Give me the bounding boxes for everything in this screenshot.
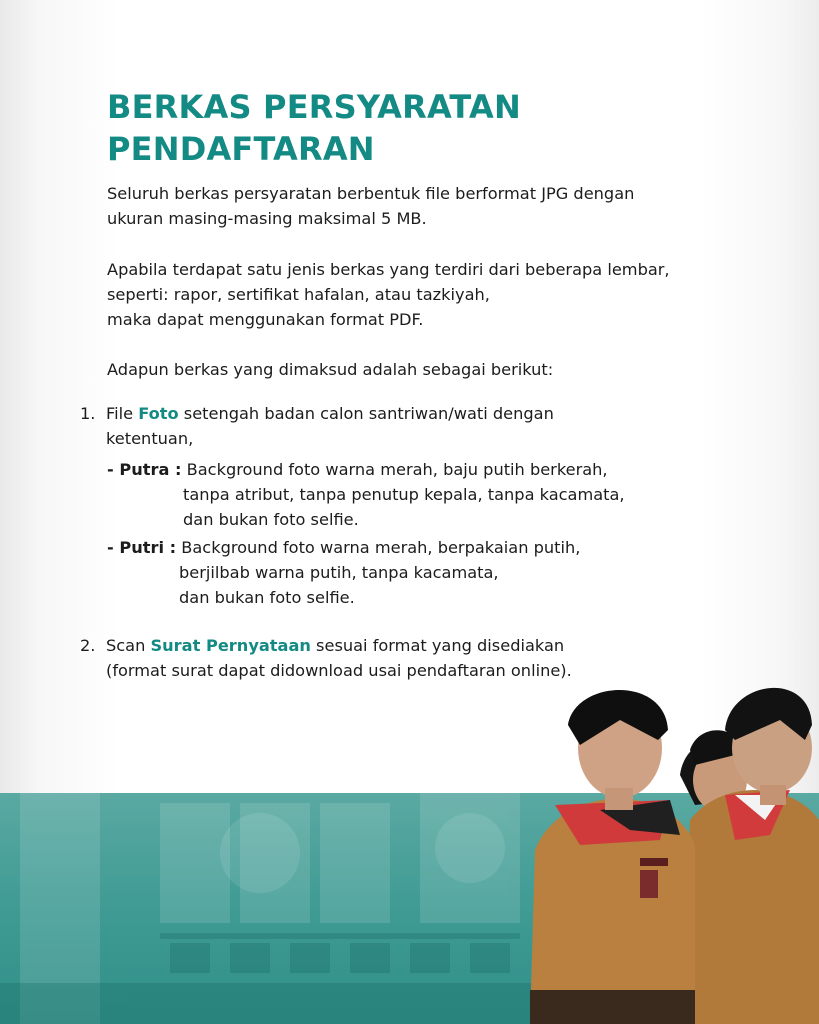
item-1-line-2: ketentuan, (106, 429, 194, 448)
intro-p1-line-2: ukuran masing-masing maksimal 5 MB. (107, 209, 427, 228)
intro-p2-line-1: Apabila terdapat satu jenis berkas yang terdiri dari beberapa lembar, (107, 260, 670, 279)
putri-line-3: dan bukan foto selfie. (179, 588, 355, 607)
intro-p1-line-1: Seluruh berkas persyaratan berbentuk file berformat JPG dengan (107, 184, 635, 203)
item-2-pre: Scan (106, 636, 151, 655)
title-line-1: BERKAS PERSYARATAN (107, 88, 521, 126)
list-number-2: 2. (80, 636, 96, 655)
putri-line-2: berjilbab warna putih, tanpa kacamata, (179, 563, 499, 582)
putri-line-1: Background foto warna merah, berpakaian putih, (176, 538, 581, 557)
item-2-post: sesuai format yang disediakan (310, 636, 565, 655)
page-title (107, 86, 521, 170)
intro-p2-line-2: seperti: rapor, sertifikat hafalan, atau tazkiyah, (107, 285, 490, 304)
putri-label: - Putri : (107, 538, 177, 557)
students-photo (520, 670, 819, 1024)
list-item-2-text (106, 633, 572, 683)
list-item-1-text (106, 401, 554, 451)
item-2-line-2: (format surat dapat didownload usai pendaftaran online). (106, 661, 572, 680)
sub-item-putra (107, 457, 625, 532)
putra-line-1: Background foto warna merah, baju putih berkerah, (181, 460, 608, 479)
item-1-post: setengah badan calon santriwan/wati dengan (178, 404, 554, 423)
item-1-pre: File (106, 404, 139, 423)
intro-p3-line: Adapun berkas yang dimaksud adalah sebagai berikut: (107, 360, 554, 379)
intro-paragraph-2 (107, 257, 670, 332)
intro-paragraph-1 (107, 181, 634, 231)
putra-line-3: dan bukan foto selfie. (183, 510, 359, 529)
putra-line-2: tanpa atribut, tanpa penutup kepala, tanpa kacamata, (183, 485, 625, 504)
item-1-highlight: Foto (138, 404, 179, 423)
item-2-highlight: Surat Pernyataan (150, 636, 311, 655)
title-line-2: PENDAFTARAN (107, 130, 375, 168)
list-number-1: 1. (80, 404, 96, 423)
intro-p2-line-3: maka dapat menggunakan format PDF. (107, 310, 424, 329)
sub-item-putri (107, 535, 580, 610)
putra-label: - Putra : (107, 460, 182, 479)
intro-paragraph-3 (107, 357, 553, 382)
